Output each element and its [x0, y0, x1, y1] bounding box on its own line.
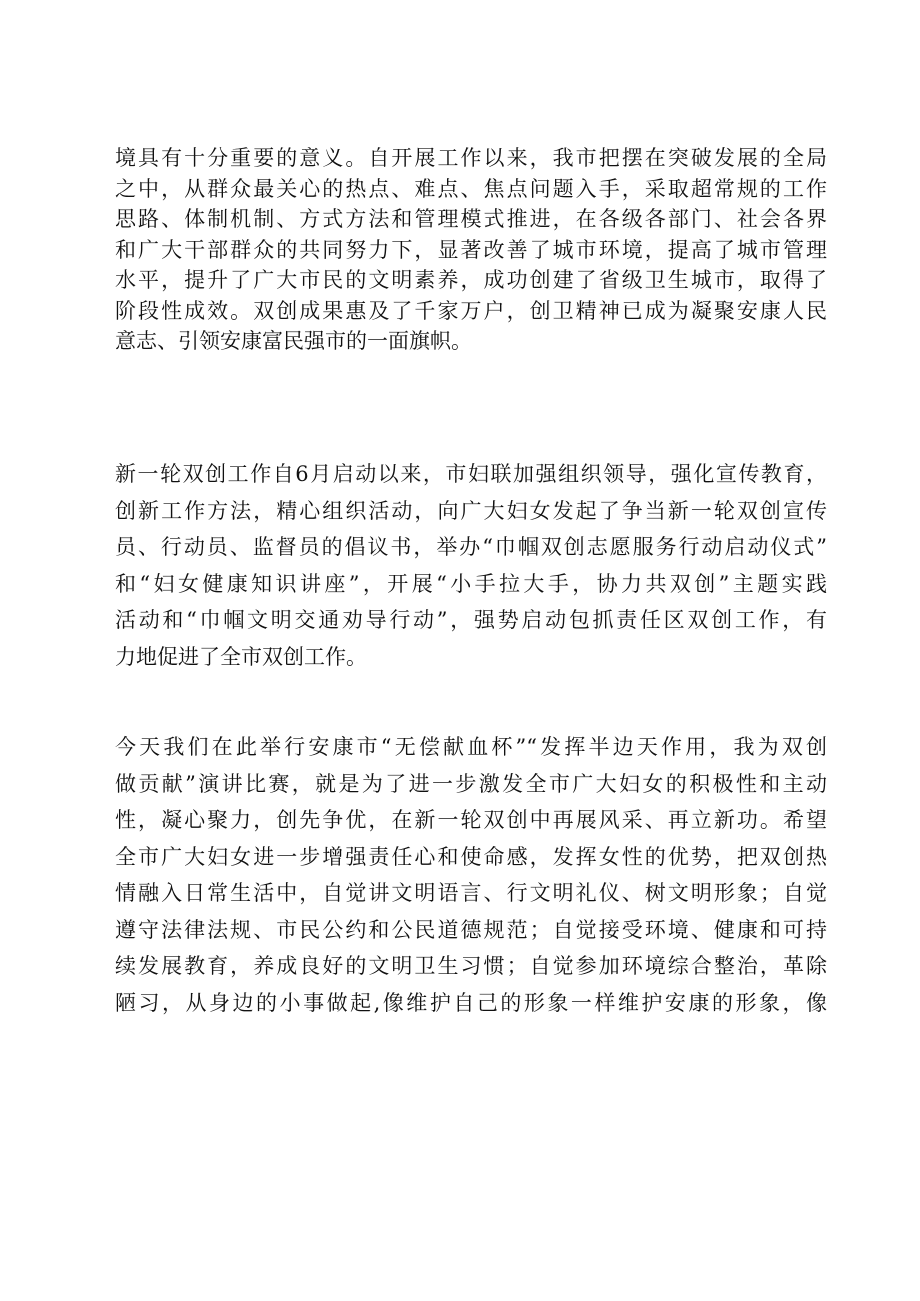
- paragraph-3: [115, 729, 827, 1021]
- text-line: 做贡献”演讲比赛，就是为了进一步激发全市广大妇女的积极性和主动: [115, 771, 827, 796]
- text-line: 阶段性成效。双创成果惠及了千家万户，创卫精神已成为凝聚安康人民: [115, 298, 827, 323]
- text-line: 力地促进了全市双创工作。: [115, 644, 367, 669]
- text-line: 今天我们在此举行安康市“无偿献血杯”“发挥半边天作用，我为双创: [115, 735, 827, 759]
- paragraph-1: [115, 143, 827, 357]
- text-line: 之中，从群众最关心的热点、难点、焦点问题入手，采取超常规的工作: [115, 176, 827, 201]
- text-line: 续发展教育，养成良好的文明卫生习惯；自觉参加环境综合整治，革除: [115, 954, 827, 978]
- paragraph-2: [115, 456, 827, 676]
- text-line: 水平，提升了广大市民的文明素养，成功创建了省级卫生城市，取得了: [115, 268, 827, 292]
- text-line: 陋习，从身边的小事做起,像维护自己的形象一样维护安康的形象，像: [115, 990, 827, 1015]
- text-line: 情融入日常生活中，自觉讲文明语言、行文明礼仪、树文明形象；自觉: [115, 881, 827, 905]
- text-line: 和“妇女健康知识讲座”，开展“小手拉大手，协力共双创”主题实践: [115, 571, 827, 596]
- text-line: 新一轮双创工作自6月启动以来，市妇联加强组织领导，强化宣传教育，: [115, 462, 827, 486]
- text-line: 思路、体制机制、方式方法和管理模式推进，在各级各部门、社会各界: [115, 207, 827, 231]
- text-line: 意志、引领安康富民强市的一面旗帜。: [115, 329, 472, 353]
- text-line: 创新工作方法，精心组织活动，向广大妇女发起了争当新一轮双创宣传: [115, 498, 827, 523]
- text-line: 遵守法律法规、市民公约和公民道德规范；自觉接受环境、健康和可持: [115, 917, 827, 942]
- text-line: 性，凝心聚力，创先争优，在新一轮双创中再展风采、再立新功。希望: [115, 808, 827, 832]
- text-line: 员、行动员、监督员的倡议书，举办“巾帼双创志愿服务行动启动仪式”: [115, 535, 827, 560]
- text-line: 和广大干部群众的共同努力下，显著改善了城市环境，提高了城市管理: [115, 237, 827, 262]
- text-line: 活动和“巾帼文明交通劝导行动”，强势启动包抓责任区双创工作，有: [115, 608, 827, 633]
- text-line: 全市广大妇女进一步增强责任心和使命感，发挥女性的优势，把双创热: [115, 844, 827, 869]
- text-line: 境具有十分重要的意义。自开展工作以来，我市把摆在突破发展的全局: [115, 146, 827, 170]
